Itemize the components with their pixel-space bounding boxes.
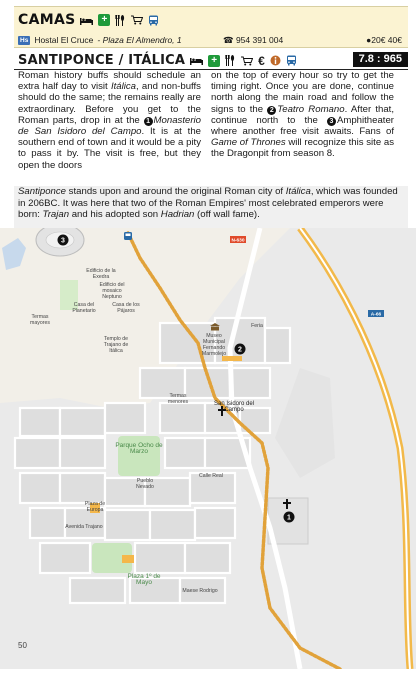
hostal-row xyxy=(18,34,404,46)
note-fragment: Hadrian xyxy=(160,209,195,220)
text-fragment: , and non-buffs should do the same; the remains really are extraordinary. Before you get to the Roman parts, drop in at the xyxy=(18,81,201,126)
label-avenida-trajano: Avenida Trajano xyxy=(65,524,103,530)
shopping-icon xyxy=(131,15,143,25)
santiponce-map[interactable] xyxy=(0,228,416,669)
marker-badge-3: 3 xyxy=(327,117,336,126)
map-marker-3[interactable] xyxy=(58,235,69,246)
text-monasterio: Monasterio de San Isidoro del Campo xyxy=(18,114,201,138)
label-casa-planetario: Casa del Planetario xyxy=(72,302,96,314)
hostal-phone-number: 954 391 004 xyxy=(235,34,284,45)
camas-title-row xyxy=(18,11,159,29)
note-fragment: and his adopted son xyxy=(69,209,161,220)
camas-listing xyxy=(14,6,408,48)
note-fragment: (off wall fame). xyxy=(194,209,260,220)
label-edificio-exedra: Edificio de la Exedra xyxy=(86,268,116,280)
label-san-isidoro: San Isidoro del Campo xyxy=(213,401,255,413)
pharmacy-icon: + xyxy=(98,14,110,26)
text-fragment: . After that, continue north to the xyxy=(211,103,394,126)
shopping-icon xyxy=(241,56,253,66)
text-column-right xyxy=(211,70,394,171)
text-got: Game of Thrones xyxy=(211,137,286,149)
bus-icon xyxy=(148,15,159,26)
label-n630: N-630 xyxy=(231,238,245,244)
santiponce-header xyxy=(14,52,408,70)
marker-badge-1: 1 xyxy=(144,117,153,126)
info-icon xyxy=(270,55,281,66)
page-number: 50 xyxy=(18,641,27,650)
note-fragment: Trajan xyxy=(42,209,70,220)
note-fragment: Santiponce xyxy=(18,186,67,197)
label-edificio-neptuno: Edificio del mosaico Neptuno xyxy=(99,282,125,300)
text-fragment: on the top of every hour so try to get the timing right. Once you are done, continue north along the main road and follow the signs to the xyxy=(211,70,394,115)
svg-text:2: 2 xyxy=(238,346,242,354)
label-calle-feria: Feria xyxy=(251,323,263,329)
map-canvas xyxy=(0,228,416,669)
map-bus-icon xyxy=(124,232,132,240)
hostal-address: - Plaza El Almendro, 1 xyxy=(97,35,182,45)
camas-title: CAMAS xyxy=(18,12,76,28)
hostal-phone xyxy=(223,35,283,46)
bed-icon xyxy=(190,56,203,65)
text-fragment: will recognize this site as the Dragonpit from season 8. xyxy=(211,137,394,160)
label-templo-trajano: Templo de Trajano de Itálica xyxy=(103,336,129,354)
map-marker-2[interactable] xyxy=(235,344,246,355)
santiponce-rating: 7.8 : 965 xyxy=(353,52,408,67)
label-termas-menores: Termas menores xyxy=(167,393,189,405)
text-column-left xyxy=(18,70,201,171)
history-note xyxy=(14,186,408,229)
hostal-name: Hostal El Cruce xyxy=(34,35,94,45)
person-icon: ● xyxy=(366,35,372,45)
phone-icon: ☎ xyxy=(223,34,236,45)
restaurant-icon xyxy=(225,55,236,66)
label-a66: A-66 xyxy=(370,312,382,318)
text-fragment: Roman history buffs should schedule an extra half day to visit xyxy=(18,70,201,93)
bed-icon xyxy=(80,16,93,25)
map-marker-1[interactable] xyxy=(284,512,295,523)
hostal-price xyxy=(366,35,402,45)
text-italica: Itálica xyxy=(110,81,137,93)
santiponce-title-row xyxy=(18,52,297,69)
label-termas-mayores: Termas mayores xyxy=(30,314,50,326)
pharmacy-icon: + xyxy=(208,55,220,67)
svg-text:3: 3 xyxy=(61,237,65,245)
label-casa-pajaros: Casa de los Pájaros xyxy=(112,302,140,314)
label-pueblo-nevado: Pueblo Nevado xyxy=(136,478,154,490)
label-calle-real: Calle Real xyxy=(199,473,223,479)
svg-text:1: 1 xyxy=(287,514,291,522)
santiponce-title: SANTIPONCE / ITÁLICA xyxy=(18,53,186,68)
restaurant-icon xyxy=(115,15,126,26)
label-museo: Museo Municipal Fernando Marmolejo xyxy=(201,333,227,357)
label-parque-ocho: Parque Ocho de Marzo xyxy=(115,442,163,455)
text-fragment: . It is at the southern end of town and it would be a pity to pass it by. The visit is free, but they open the doors xyxy=(18,126,201,171)
hostal-badge: Hs xyxy=(20,36,29,44)
note-fragment: , which was founded in 206BC. It was here that two of the Roman Empires' most celebrated emperors were born: xyxy=(18,186,398,220)
note-fragment: Itálica xyxy=(285,186,311,197)
atm-icon: € xyxy=(258,53,265,68)
text-teatro: Teatro Romano xyxy=(277,103,345,115)
label-plaza-mayo: Plaza 1º de Mayo xyxy=(127,573,161,586)
santiponce-description xyxy=(18,70,394,171)
bus-icon xyxy=(286,55,297,66)
label-maese-rodrigo: Maese Rodrigo xyxy=(182,588,218,594)
note-fragment: stands upon and around the original Roman city of xyxy=(66,186,286,197)
text-fragment: Amphitheater where another free visit awaits. Fans of xyxy=(211,114,394,138)
hostal-price-value: 20€ 40€ xyxy=(371,35,402,45)
label-plaza-europa: Plaza de Europa xyxy=(84,501,106,513)
marker-badge-2: 2 xyxy=(267,106,276,115)
